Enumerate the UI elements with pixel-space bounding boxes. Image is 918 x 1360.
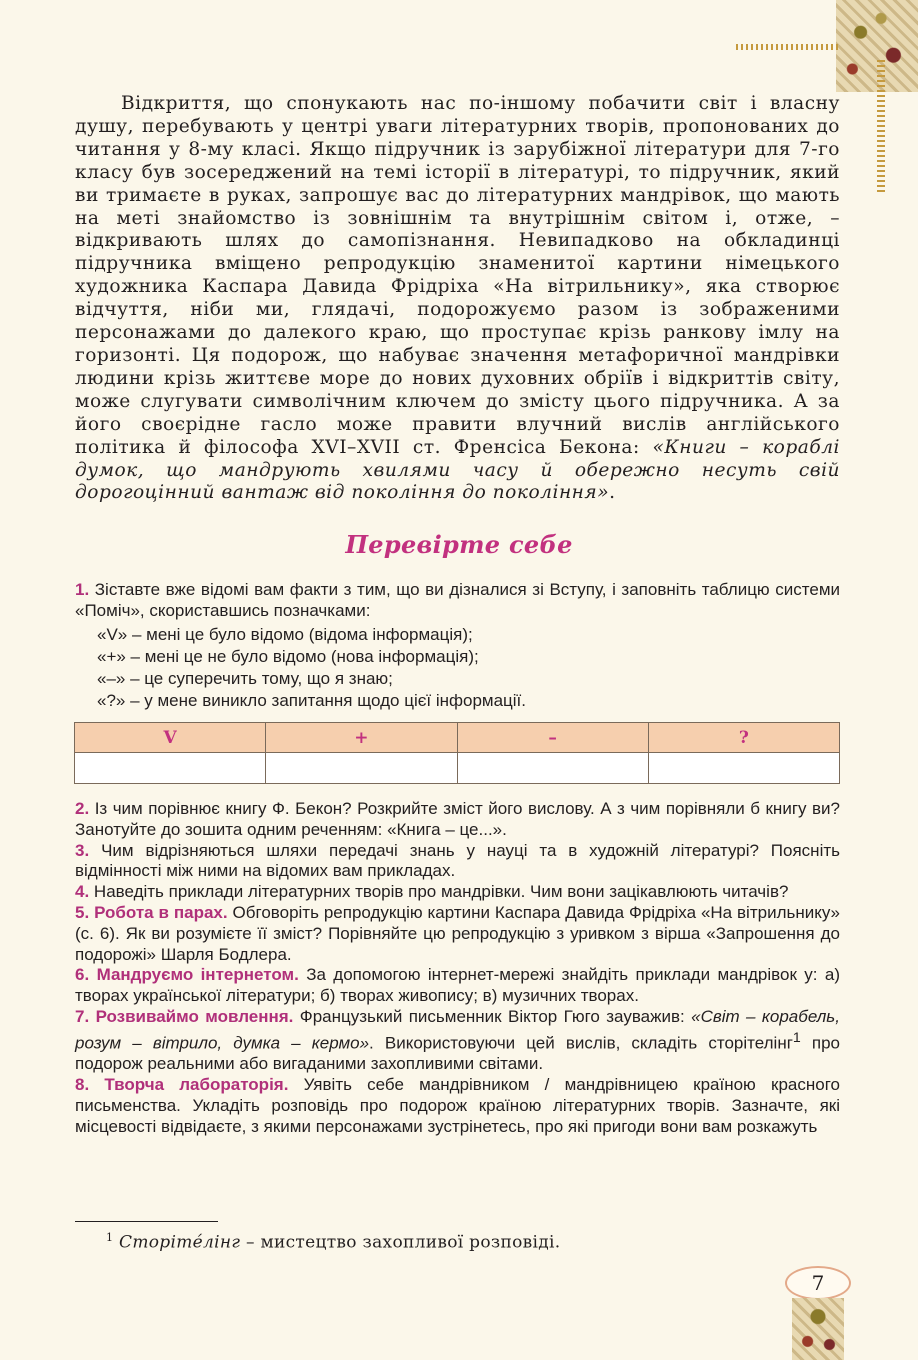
- question-5: [75, 903, 840, 965]
- footnote-definition: – мистецтво захопливої розповіді.: [240, 1232, 561, 1253]
- legend-list: [97, 624, 837, 712]
- question-text: Із чим порівнює книгу Ф. Бекон? Розкрийте зміст його вислову. А з чим порівняли б книгу ви? Занотуйте до зошита одним реченням: «Книга – це...».: [75, 799, 840, 839]
- question-number: 4.: [75, 882, 90, 902]
- question-number: 7.: [75, 1006, 90, 1026]
- section-title: Перевірте себе: [345, 530, 573, 559]
- question-text: За допомогою інтернет-мережі знайдіть приклади мандрівок у: а) творах української літератури; б) творах живопису; в) музичних творах.: [75, 965, 840, 1006]
- question-number: 2.: [75, 799, 90, 818]
- question-6: [75, 965, 840, 1007]
- question-3: [75, 841, 840, 883]
- decorative-dotted-rule: [736, 44, 840, 50]
- question-7: [75, 1007, 840, 1075]
- decorative-dotted-rule-vertical: [877, 60, 885, 192]
- question-number: 3.: [75, 840, 90, 860]
- legend-item: «?» – у мене виникло запитання щодо цієї інформації.: [97, 691, 527, 710]
- question-number: 1.: [75, 580, 90, 599]
- question-number: 5.: [75, 902, 90, 922]
- table-cell-empty[interactable]: [75, 753, 266, 784]
- footnote-mark[interactable]: 1: [792, 1029, 801, 1046]
- question-text: Чим відрізняються шляхи передачі знань у науці та в художній літературі? Поясніть відмінності між ними на відомих вам прикладах.: [75, 840, 840, 881]
- table-header-cell: –: [457, 723, 648, 753]
- legend-item: «+» – мені це не було відомо (нова інформація);: [97, 647, 479, 666]
- questions-list: [75, 799, 840, 1137]
- table-header-row: [75, 723, 840, 753]
- intro-end: .: [609, 482, 616, 504]
- question-number: 8.: [75, 1075, 90, 1095]
- question-text: про подорож реальними або вигаданими захопливими світами.: [75, 1033, 841, 1074]
- legend-item: «V» – мені це було відомо (відома інформація);: [97, 625, 473, 644]
- footnote-term: Сторітéлінг: [119, 1232, 241, 1253]
- table-header-cell: V: [75, 723, 266, 753]
- question-number: 6.: [75, 965, 90, 985]
- question-8: [75, 1075, 840, 1137]
- table-cell-empty[interactable]: [457, 753, 648, 784]
- question-text: Зіставте вже відомі вам факти з тим, що ви дізналися зі Вступу, і заповніть таблицю системи «Поміч», скориставшись позначками:: [75, 580, 840, 620]
- legend-item: «–» – це суперечить тому, що я знаю;: [97, 669, 393, 688]
- table-row: [75, 753, 840, 784]
- question-text: Французький письменник Віктор Гюго зауважив:: [299, 1006, 692, 1026]
- footnote-divider: [75, 1221, 218, 1222]
- task-type-label: Мандруємо інтернетом.: [96, 965, 299, 985]
- footnote: [106, 1231, 560, 1253]
- footnote-number: 1: [106, 1231, 114, 1244]
- task-type-label: Творча лабораторія.: [104, 1075, 289, 1095]
- question-1: [75, 580, 840, 622]
- question-text: Уявіть себе мандрівником / мандрівницею країною красного письменства. Укладіть розповідь про подорож країною літературних творів. Зазначте, які місцевості відвідаєте, з якими персонажами зустрінетесь, про які пригоди вони вам розкажуть: [75, 1075, 840, 1136]
- table-cell-empty[interactable]: [266, 753, 457, 784]
- bottom-ornament: [792, 1298, 844, 1360]
- question-text: Наведіть приклади літературних творів про мандрівки. Чим вони зацікавлюють читачів?: [93, 882, 789, 902]
- table-cell-empty[interactable]: [648, 753, 839, 784]
- table-header-cell: +: [266, 723, 457, 753]
- question-2: [75, 799, 840, 841]
- task-type-label: Розвиваймо мовлення.: [95, 1006, 294, 1026]
- page-number: 7: [785, 1266, 851, 1300]
- intro-text: Відкриття, що спонукають нас по-іншому побачити світ і власну душу, перебувають у центрі уваги літературних творів, пропонованих до читання у 8-му класі. Якщо підручник із зарубіжної літератури для 7-го класу був зосереджений на темі історії в літературі, то підручник, який ви тримаєте в руках, запрошує вас до літературних мандрівок, що мають на меті знайомство із зовнішнім та внутрішнім світом і, отже, – відкривають шлях до самопізнання. Невипадково на обкладинці підручника вміщено репродукцію знаменитої картини німецького художника Каспара Давида Фрідріха «На вітрильнику», яка створює відчуття, ніби ми, глядачі, подорожуємо разом із зображеними персонажами до далекого краю, що проступає крізь ранкову імлу на горизонті. Ця подорож, що набуває значення метафоричної мандрівки людини крізь життєве море до нових духовних обріїв і відкриттів світу, може слугувати символічним ключем до змісту цього підручника. А за його своєрідне гасло може правити влучний вислів англійського політика й філософа XVI–XVII ст. Френсіса Бекона:: [75, 93, 840, 458]
- task-type-label: Робота в парах.: [94, 902, 228, 922]
- bacon-quote: «Книги – кораблі думок, що мандрують хвилями часу й обережно несуть свій дорогоцінний вантаж від покоління до покоління»: [75, 436, 840, 504]
- question-text: Обговоріть репродукцію картини Каспара Давида Фрідріха «На вітрильнику» (с. 6). Як ви розумієте її зміст? Порівняйте цю репродукцію з уривком з вірша «Запрошення до подорожі» Шарля Бодлера.: [75, 902, 841, 964]
- table-header-cell: ?: [648, 723, 839, 753]
- question-4: [75, 882, 840, 903]
- intro-paragraph: [75, 93, 840, 505]
- pomich-table: [74, 722, 840, 784]
- question-text: . Використовуючи цей вислів, складіть сторітелінг: [369, 1033, 793, 1053]
- hugo-quote: «Світ – корабель, розум – вітрило, думка – кермо»: [75, 1006, 840, 1053]
